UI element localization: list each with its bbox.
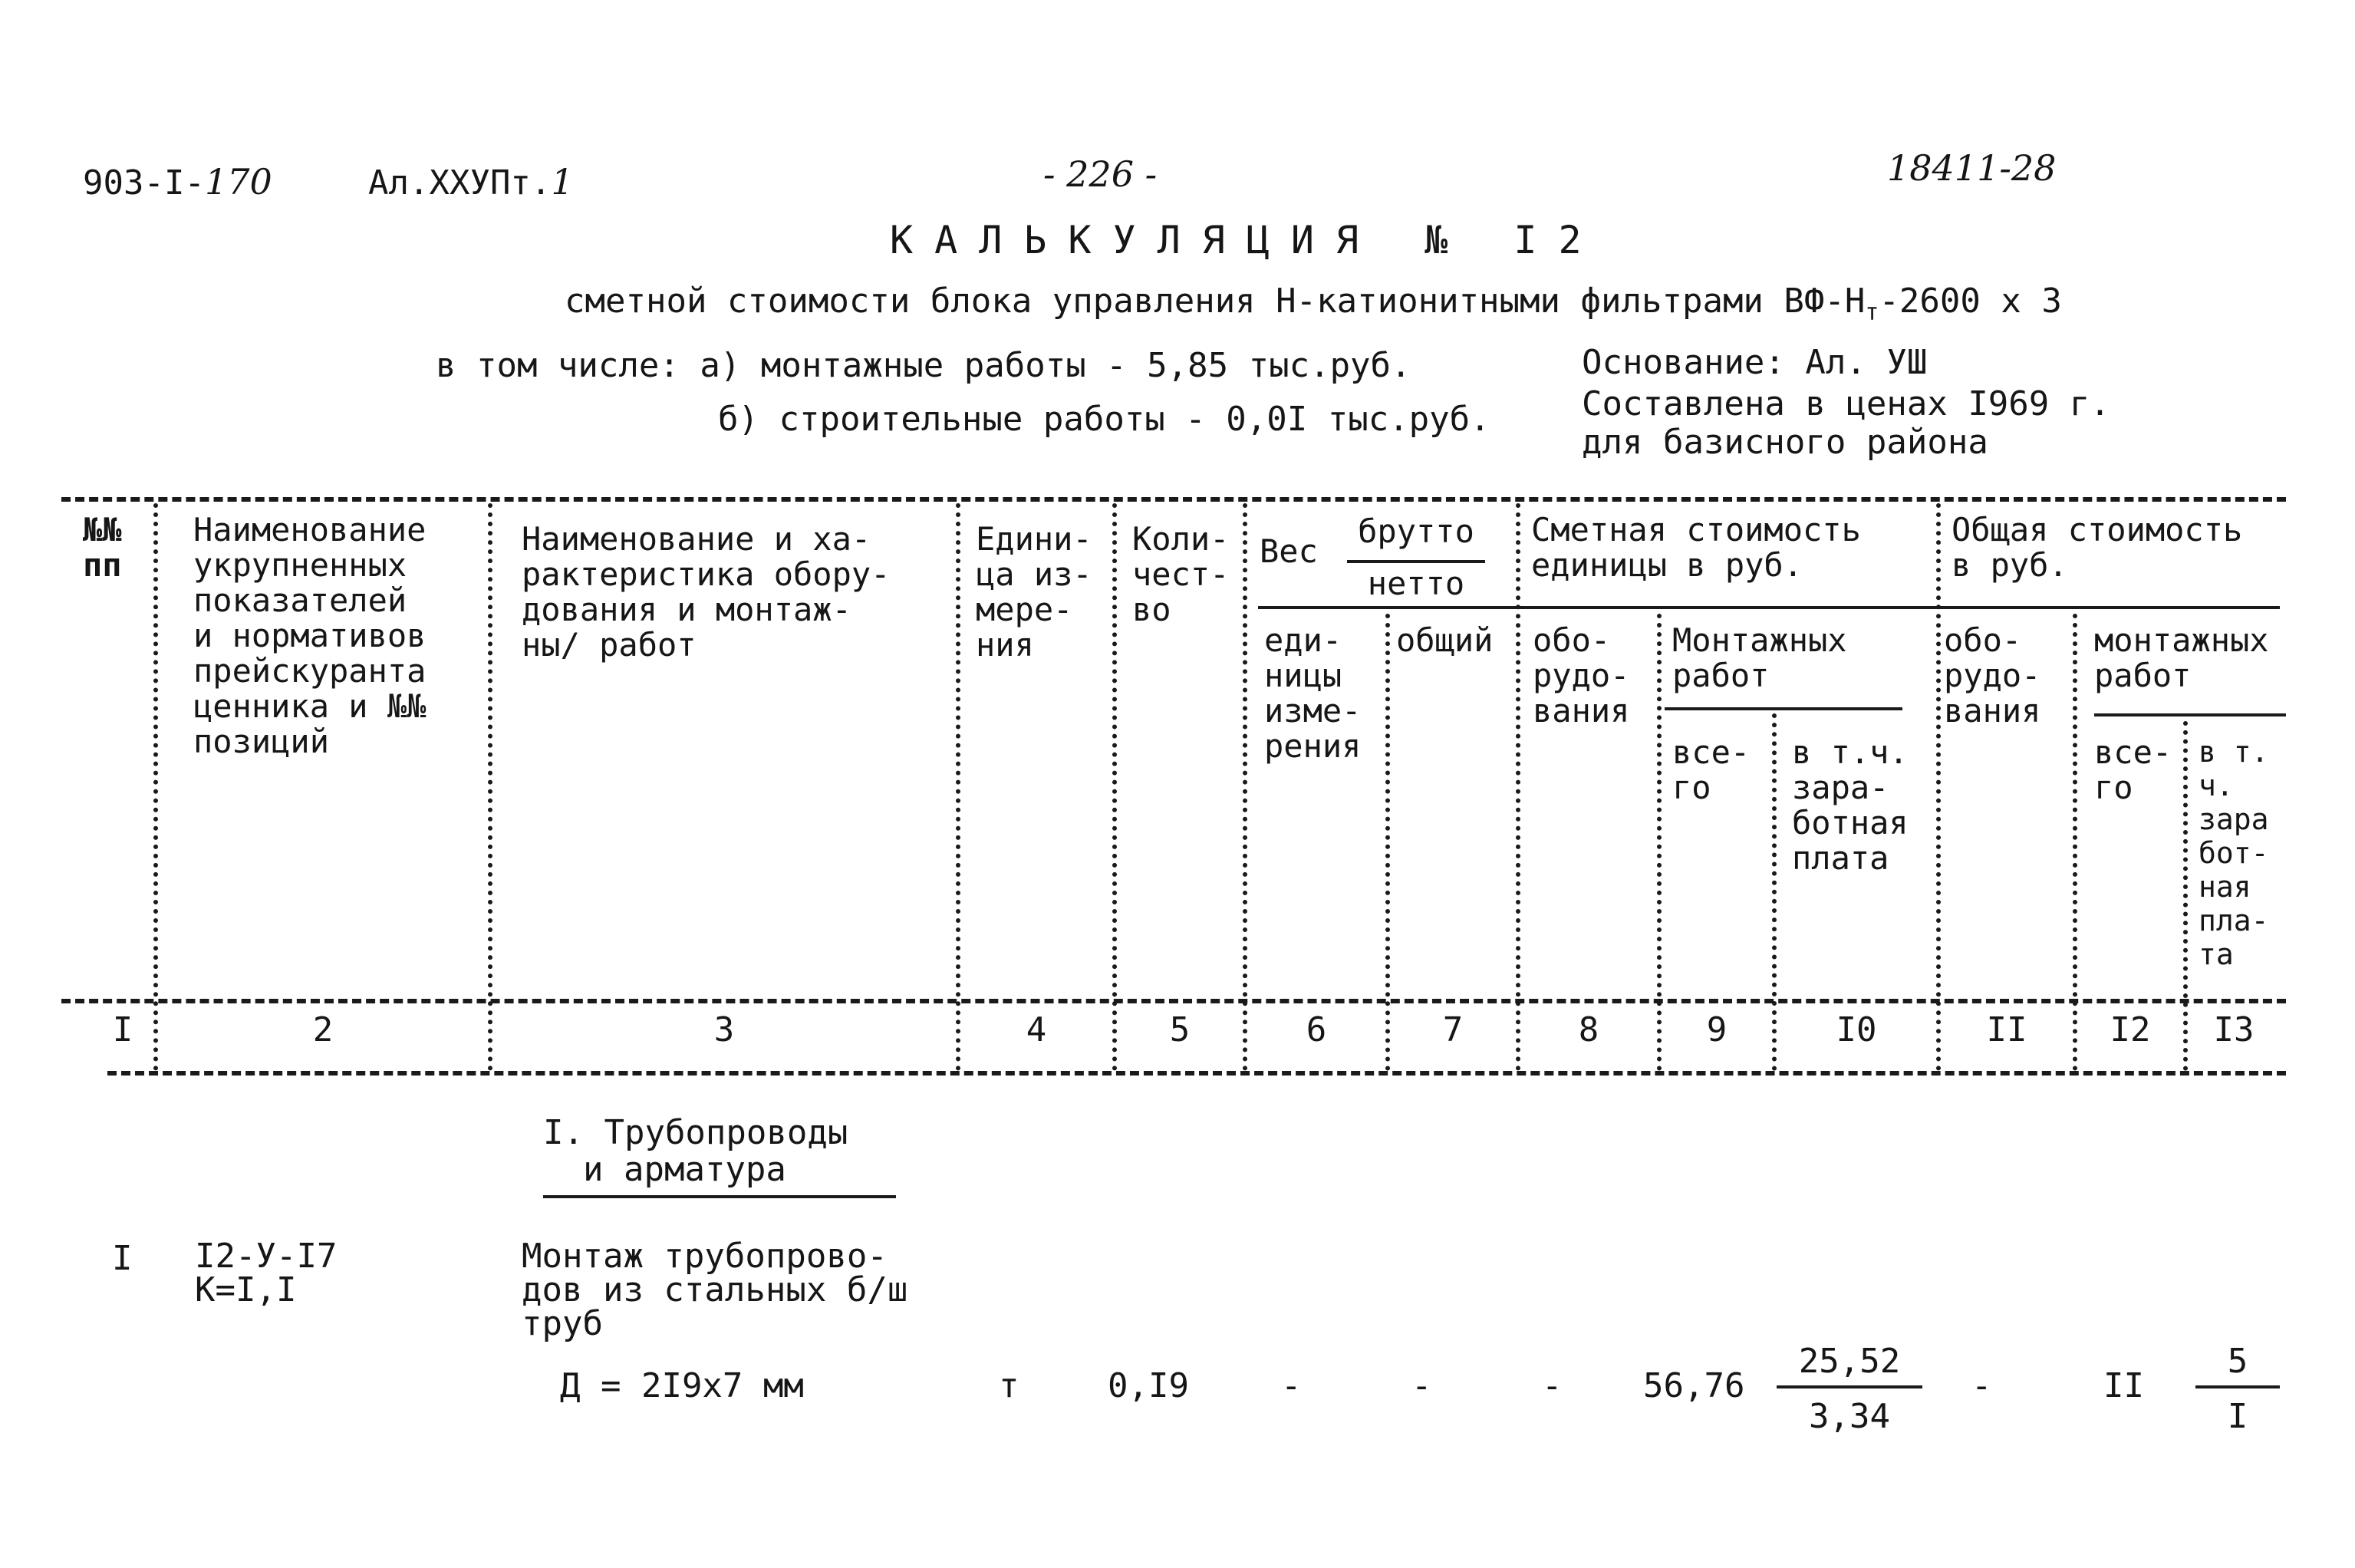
header-total-cost-mount-wage: в т. ч. зара бот- ная пла- та: [2199, 735, 2269, 971]
page-title: КАЛЬКУЛЯЦИЯ № I2: [890, 218, 1603, 262]
archive-stamp: 18411-28: [1887, 147, 2057, 189]
col-sep-4: [1112, 503, 1117, 1071]
row-equipment-unit-cost: -: [1542, 1366, 1563, 1405]
album-code: Ал.XXУПт.1: [368, 161, 574, 203]
column-number-8: 8: [1578, 1010, 1599, 1049]
column-number-2: 2: [312, 1010, 334, 1049]
header-unit-cost-mount-total: все- го: [1672, 733, 1751, 806]
row-norm-code: I2-У-I7 К=I,I: [195, 1237, 338, 1309]
column-number-12: I2: [2110, 1010, 2151, 1049]
header-unit-cost-equipment: обо- рудо- вания: [1533, 621, 1630, 730]
col-sep-11: [2073, 614, 2077, 1071]
header-weight-per-unit: еди- ницы изме- рения: [1264, 621, 1362, 765]
header-unit-cost: Сметная стоимость единицы в руб.: [1531, 511, 1861, 584]
header-unit-cost-mount-wage: в т.ч. зара- ботная плата: [1792, 733, 1909, 877]
row-weight-total: -: [1411, 1366, 1432, 1405]
header-row-number: №№ пп: [83, 511, 122, 584]
row-mount-wage-numerator: 25,52: [1798, 1342, 1901, 1381]
subheader-rule-weight-left: [1258, 606, 1332, 609]
column-number-4: 4: [1026, 1010, 1047, 1049]
row-total-wage-denominator: I: [2227, 1397, 2248, 1436]
row-mount-wage-denominator: 3,34: [1809, 1397, 1890, 1436]
row-pipe-spec: Д = 2I9х7 мм: [560, 1366, 804, 1405]
section-title-line-2: и арматура: [583, 1150, 786, 1189]
header-total-cost-mount-works: монтажных работ: [2094, 621, 2269, 694]
column-number-11: II: [1986, 1010, 2027, 1049]
basis-line-3: для базисного района: [1582, 423, 1988, 462]
col-sep-8: [1657, 614, 1662, 1071]
col-sep-7: [1516, 503, 1520, 1071]
header-total-cost: Общая стоимость в руб.: [1952, 511, 2243, 584]
basis-line-2: Составлена в ценах I969 г.: [1582, 384, 2110, 423]
col-sep-5: [1243, 503, 1247, 1071]
basis-line-1: Основание: Ал. УШ: [1582, 343, 1928, 382]
column-number-10: I0: [1836, 1010, 1877, 1049]
mounting-works-cost: в том числе: а) монтажные работы - 5,85 тыс.руб.: [436, 346, 1411, 385]
column-numbers-rule: [107, 1071, 2286, 1076]
row-number: I: [112, 1239, 133, 1278]
album-code-handwritten: 1: [551, 161, 574, 203]
row-unit: т: [999, 1366, 1019, 1405]
row-work-name: Монтаж трубопрово- дов из стальных б/ш труб: [522, 1237, 908, 1343]
col-sep-3: [956, 503, 960, 1071]
header-norm-codes: Наименование укрупненных показателей и нормативов прейскуранта ценника и №№ позиций: [193, 511, 427, 760]
column-number-3: 3: [713, 1010, 735, 1049]
header-weight-net: нетто: [1367, 565, 1465, 602]
header-quantity: Коли- чест- во: [1132, 520, 1230, 628]
row-mount-unit-cost: 56,76: [1643, 1366, 1745, 1405]
col-sep-10: [1936, 503, 1941, 1071]
header-total-cost-equipment: обо- рудо- вания: [1944, 621, 2041, 730]
row-mount-wage-fraction-line: [1777, 1385, 1922, 1388]
row-weight-unit: -: [1281, 1366, 1302, 1405]
header-bottom-rule: [61, 999, 2286, 1003]
header-unit: Едини- ца из- мере- ния: [976, 520, 1092, 664]
mount-works-rule: [1665, 707, 1902, 710]
row-quantity: 0,I9: [1108, 1366, 1189, 1405]
construction-works-cost: б) строительные работы - 0,0I тыс.руб.: [718, 400, 1490, 439]
column-number-13: I3: [2213, 1010, 2255, 1049]
page-number: - 226 -: [1043, 153, 1158, 195]
mount-works2-rule: [2094, 713, 2286, 716]
document-code-handwritten: 170: [204, 161, 272, 203]
page-subtitle: сметной стоимости блока управления Н-катионитными фильтрами $ВФ-Н_т-2600$ х 3: [565, 282, 2062, 326]
header-weight-gross: брутто: [1358, 512, 1474, 550]
header-weight: Вес: [1260, 532, 1318, 570]
column-number-5: 5: [1169, 1010, 1191, 1049]
col-sep-1: [153, 503, 158, 1071]
column-number-7: 7: [1442, 1010, 1464, 1049]
section-title: I. Трубопроводы: [543, 1113, 848, 1152]
header-weight-total: общий: [1396, 621, 1494, 659]
column-number-6: 6: [1306, 1010, 1327, 1049]
col-sep-6: [1385, 614, 1390, 1071]
section-title-underline: [543, 1195, 896, 1198]
row-total-wage-fraction-line: [2195, 1385, 2280, 1388]
document-code: 903-I-170: [83, 161, 272, 203]
column-number-1: I: [112, 1010, 133, 1049]
col-sep-2: [488, 503, 492, 1071]
row-total-mount-cost: II: [2103, 1366, 2144, 1405]
column-number-9: 9: [1706, 1010, 1728, 1049]
row-total-wage-numerator: 5: [2227, 1342, 2248, 1381]
header-total-cost-mount-total: все- го: [2094, 733, 2172, 806]
row-total-equipment-cost: -: [1971, 1366, 1992, 1405]
subheader-rule-weight-cost: [1332, 606, 2280, 609]
gross-net-fraction-line: [1347, 560, 1485, 563]
header-equipment-name: Наименование и ха- рактеристика обору- дования и монтаж- ны/ работ: [522, 520, 891, 664]
header-unit-cost-mount-works: Монтажных работ: [1672, 621, 1847, 694]
table-top-rule: [61, 497, 2286, 502]
